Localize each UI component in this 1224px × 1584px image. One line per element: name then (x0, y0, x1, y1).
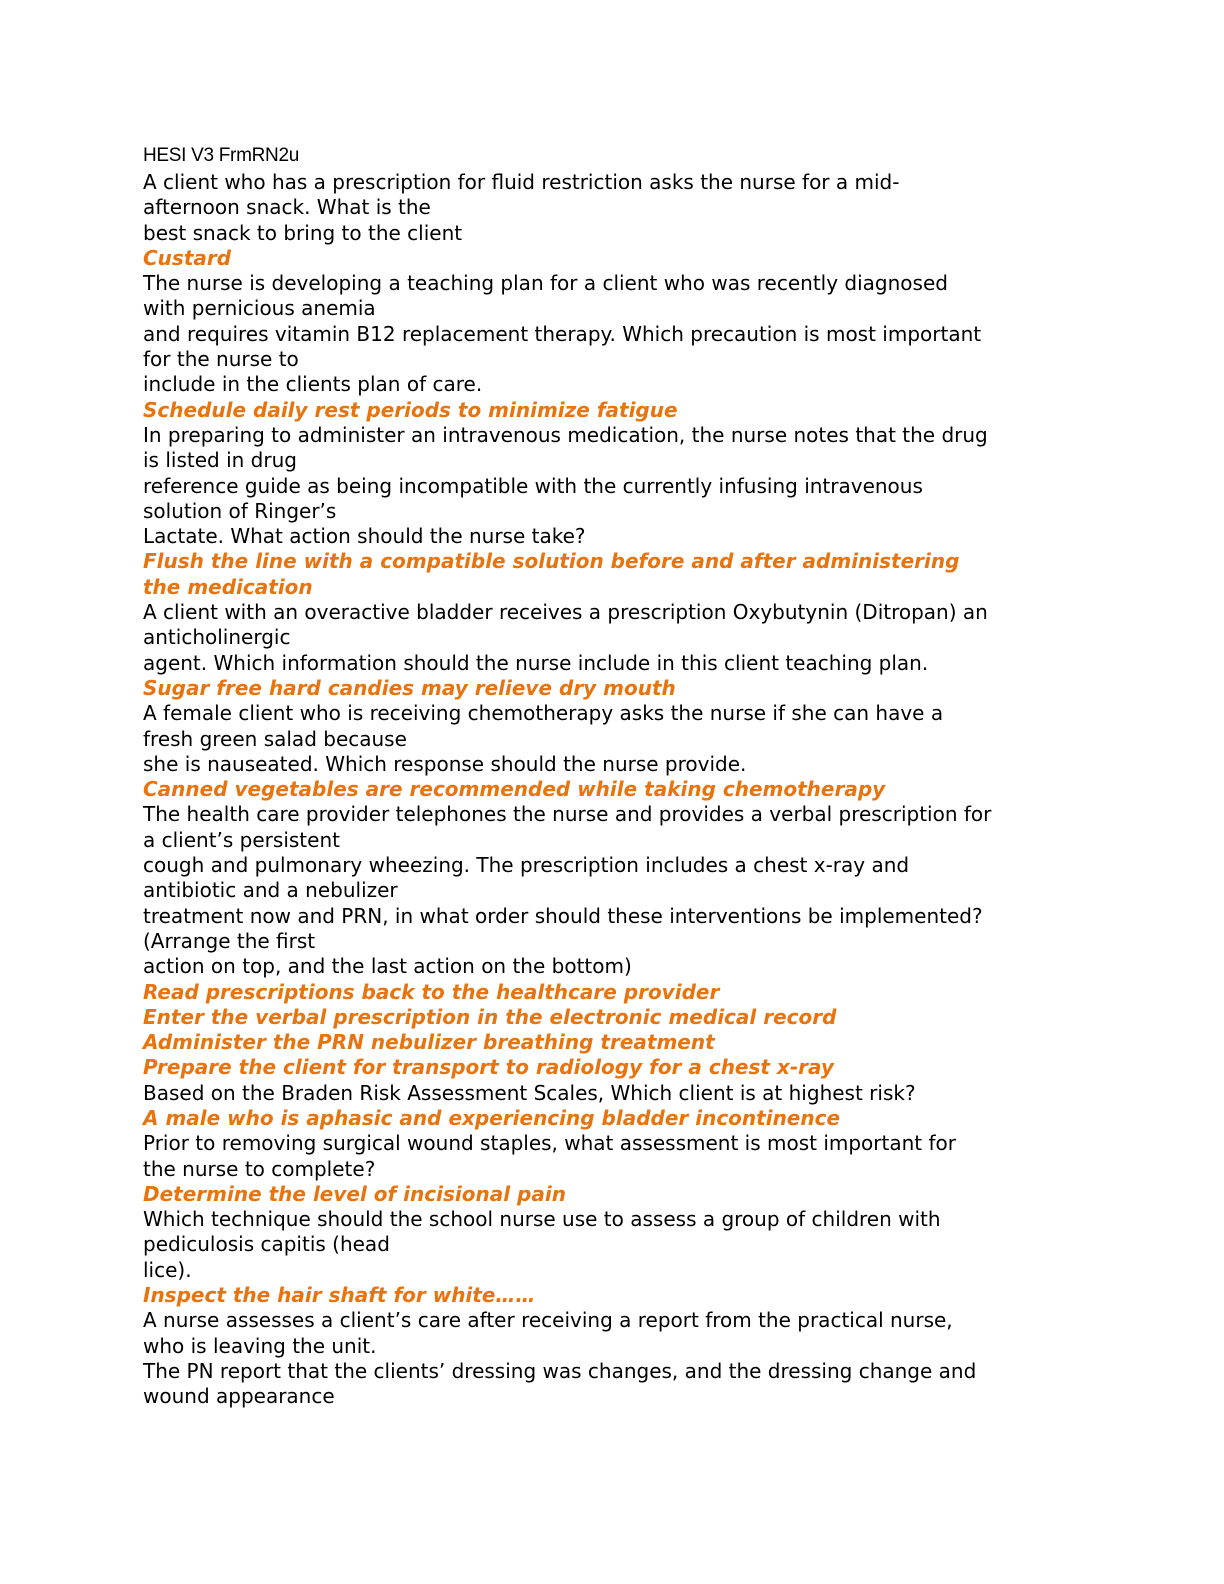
question-line: for the nurse to (143, 347, 299, 372)
question-line: A female client who is receiving chemotherapy asks the nurse if she can have a (143, 701, 944, 726)
question-line: best snack to bring to the client (143, 220, 463, 245)
question-line: wound appearance (143, 1384, 335, 1409)
answer-line: Read prescriptions back to the healthcare provider (143, 979, 720, 1004)
question-line: cough and pulmonary wheezing. The prescription includes a chest x-ray and (143, 853, 910, 878)
answer-line: Canned vegetables are recommended while taking chemotherapy (143, 777, 886, 802)
question-line: Which technique should the school nurse use to assess a group of children with (143, 1207, 941, 1232)
answer-line: Sugar free hard candies may relieve dry mouth (143, 675, 676, 700)
question-line: and requires vitamin B12 replacement therapy. Which precaution is most important (143, 321, 982, 346)
answer-line: A male who is aphasic and experiencing bladder incontinence (143, 1105, 841, 1130)
question-line: solution of Ringer’s (143, 498, 337, 523)
answer-line: Enter the verbal prescription in the electronic medical record (143, 1004, 837, 1029)
answer-line: Administer the PRN nebulizer breathing treatment (143, 1030, 715, 1055)
question-line: anticholinergic (143, 625, 291, 650)
question-line: A client with an overactive bladder receives a prescription Oxybutynin (Ditropan) an (143, 600, 988, 625)
question-line: antibiotic and a nebulizer (143, 878, 398, 903)
answer-line: Prepare the client for transport to radiology for a chest x-ray (143, 1055, 834, 1080)
question-line: The nurse is developing a teaching plan for a client who was recently diagnosed (143, 271, 948, 296)
question-line: A nurse assesses a client’s care after receiving a report from the practical nurse, (143, 1308, 953, 1333)
question-line: Prior to removing surgical wound staples, what assessment is most important for (143, 1131, 956, 1156)
question-line: treatment now and PRN, in what order should these interventions be implemented? (143, 903, 983, 928)
question-line: action on top, and the last action on the bottom) (143, 954, 632, 979)
question-line: The PN report that the clients’ dressing was changes, and the dressing change and (143, 1358, 977, 1383)
answer-line: Custard (143, 245, 232, 270)
question-line: afternoon snack. What is the (143, 195, 431, 220)
answer-line: Determine the level of incisional pain (143, 1181, 566, 1206)
question-line: is listed in drug (143, 448, 297, 473)
question-line: In preparing to administer an intravenous medication, the nurse notes that the drug (143, 422, 988, 447)
question-line: Based on the Braden Risk Assessment Scales, Which client is at highest risk? (143, 1080, 916, 1105)
question-line: A client who has a prescription for fluid restriction asks the nurse for a mid- (143, 170, 900, 194)
question-line: agent. Which information should the nurse include in this client teaching plan. (143, 650, 929, 675)
question-line: fresh green salad because (143, 726, 407, 751)
question-line: pediculosis capitis (head (143, 1232, 390, 1257)
answer-line: Flush the line with a compatible solution before and after administering (143, 549, 960, 574)
document-body (143, 170, 1083, 1410)
document-title: HESI V3 FrmRN2u (143, 145, 299, 166)
question-line: a client’s persistent (143, 827, 340, 852)
question-line: The health care provider telephones the nurse and provides a verbal prescription for (143, 802, 992, 827)
question-line: (Arrange the first (143, 928, 316, 953)
question-line: she is nauseated. Which response should the nurse provide. (143, 751, 747, 776)
question-line: with pernicious anemia (143, 296, 376, 321)
answer-line: Schedule daily rest periods to minimize fatigue (143, 397, 678, 422)
answer-line: the medication (143, 574, 313, 599)
question-line: who is leaving the unit. (143, 1333, 377, 1358)
document-page (143, 145, 1083, 1410)
question-line: reference guide as being incompatible with the currently infusing intravenous (143, 473, 923, 498)
question-line: the nurse to complete? (143, 1156, 376, 1181)
question-line: lice). (143, 1257, 192, 1282)
question-line: Lactate. What action should the nurse take? (143, 524, 586, 549)
answer-line: Inspect the hair shaft for white…… (143, 1283, 536, 1308)
question-line: include in the clients plan of care. (143, 372, 483, 397)
